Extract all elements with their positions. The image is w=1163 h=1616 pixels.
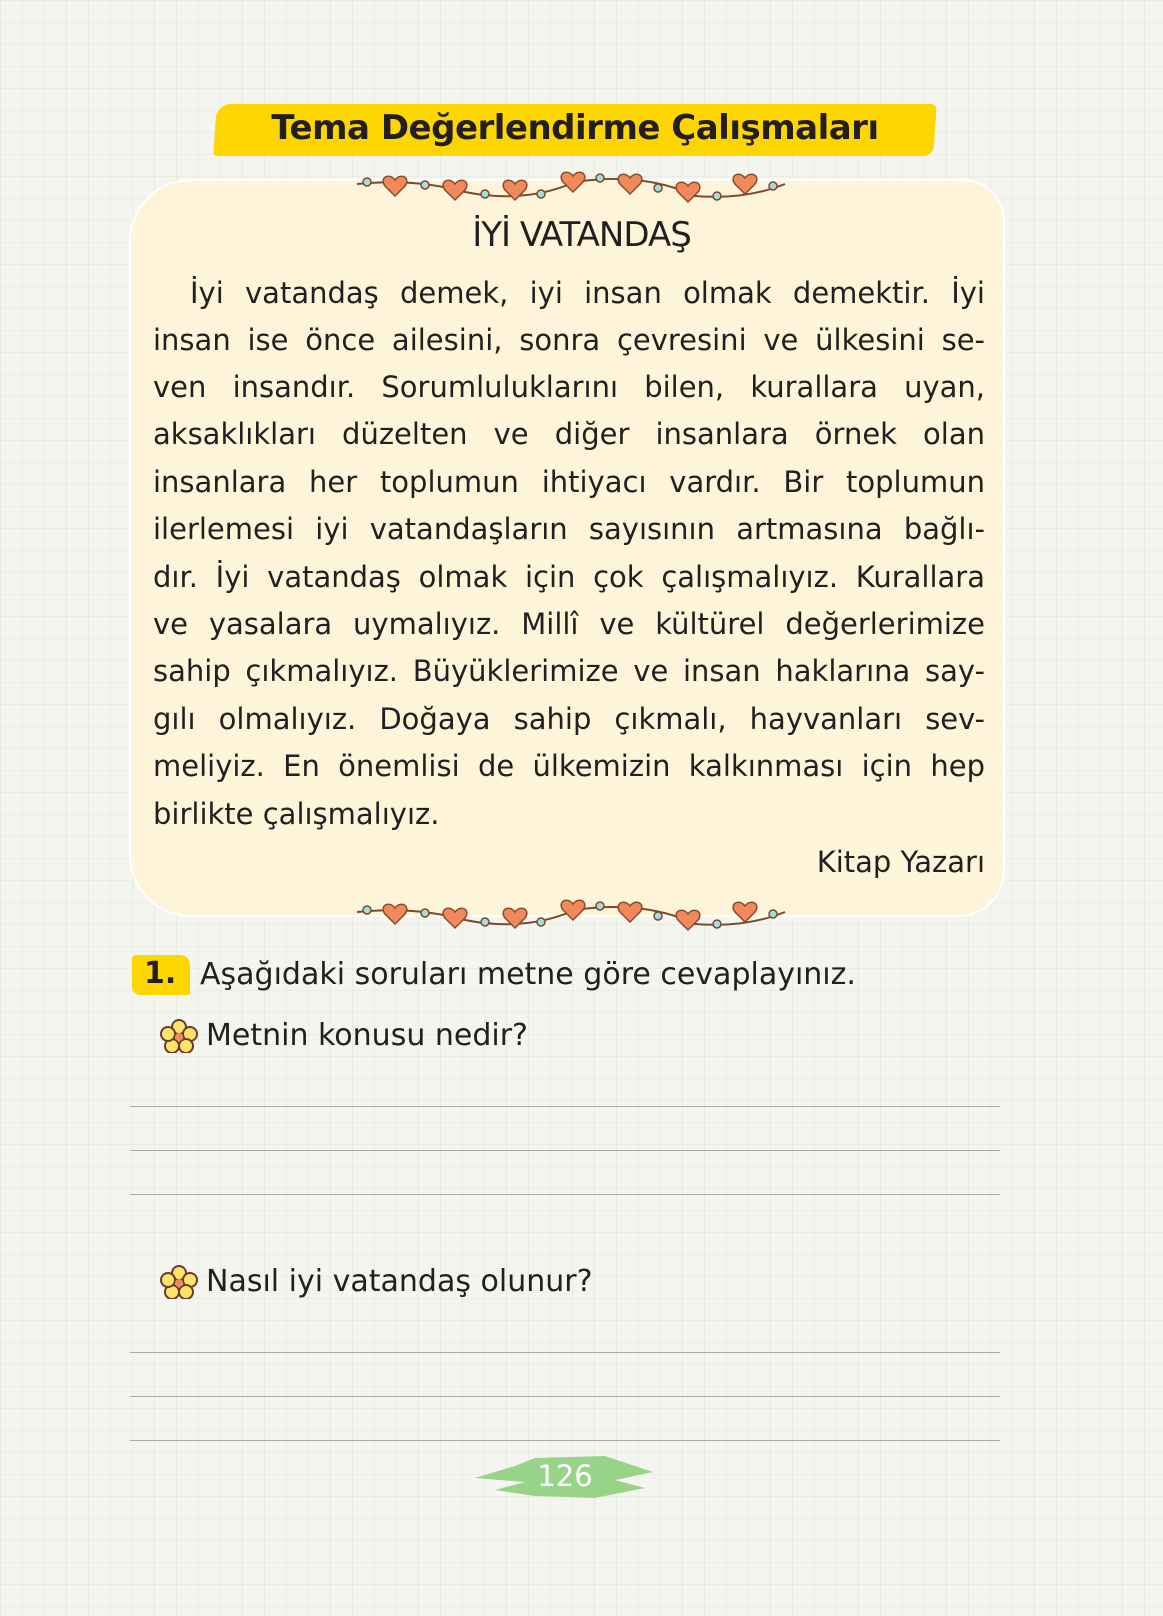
story-line: gılı olmalıyız. Doğaya sahip çıkmalı, hayvanları sev- (153, 702, 985, 736)
story-line: ve yasalara uymalıyız. Millî ve kültürel değerlerimize (153, 607, 985, 641)
story-line: ilerlemesi iyi vatandaşların sayısının artmasına bağlı- (153, 512, 985, 546)
story-line: birlikte çalışmalıyız. (153, 797, 440, 831)
story-line: aksaklıkları düzelten ve diğer insanlara örnek olan (153, 417, 985, 451)
question-number: 1. (132, 955, 190, 995)
answer-line[interactable] (130, 1396, 1000, 1397)
question-text: Metnin konusu nedir? (206, 1018, 528, 1053)
story-line: İyi vatandaş demek, iyi insan olmak demektir. İyi (190, 276, 985, 310)
story-line: meliyiz. En önemlisi de ülkemizin kalkınması için hep (153, 749, 985, 783)
heart-garland-icon (355, 898, 787, 934)
question-item (160, 1018, 528, 1053)
answer-line[interactable] (130, 1194, 1000, 1195)
flower-icon (160, 1019, 198, 1053)
question-text: Nasıl iyi vatandaş olunur? (206, 1264, 593, 1299)
story-line: insan ise önce ailesini, sonra çevresini ve ülkesini se- (153, 323, 985, 357)
answer-line[interactable] (130, 1440, 1000, 1441)
story-title: İYİ VATANDAŞ (472, 215, 691, 255)
story-line: dır. İyi vatandaş olmak için çok çalışmalıyız. Kurallara (153, 560, 985, 594)
story-line: ven insandır. Sorumluluklarını bilen, kurallara uyan, (153, 370, 985, 404)
page-title: Tema Değerlendirme Çalışmaları (271, 108, 879, 148)
story-line: insanlara her toplumun ihtiyacı vardır. Bir toplumun (153, 465, 985, 499)
page-number: 126 (537, 1459, 593, 1493)
heart-garland-icon (355, 170, 787, 206)
author: Kitap Yazarı (816, 845, 985, 879)
answer-line[interactable] (130, 1106, 1000, 1107)
question-item (160, 1264, 593, 1299)
section-header (205, 100, 945, 158)
answer-line[interactable] (130, 1352, 1000, 1353)
question-instruction: Aşağıdaki soruları metne göre cevaplayınız. (200, 957, 856, 992)
page-number-badge (475, 1450, 655, 1502)
flower-icon (160, 1265, 198, 1299)
answer-line[interactable] (130, 1150, 1000, 1151)
story-line: sahip çıkmalıyız. Büyüklerimize ve insan haklarına say- (153, 654, 985, 688)
